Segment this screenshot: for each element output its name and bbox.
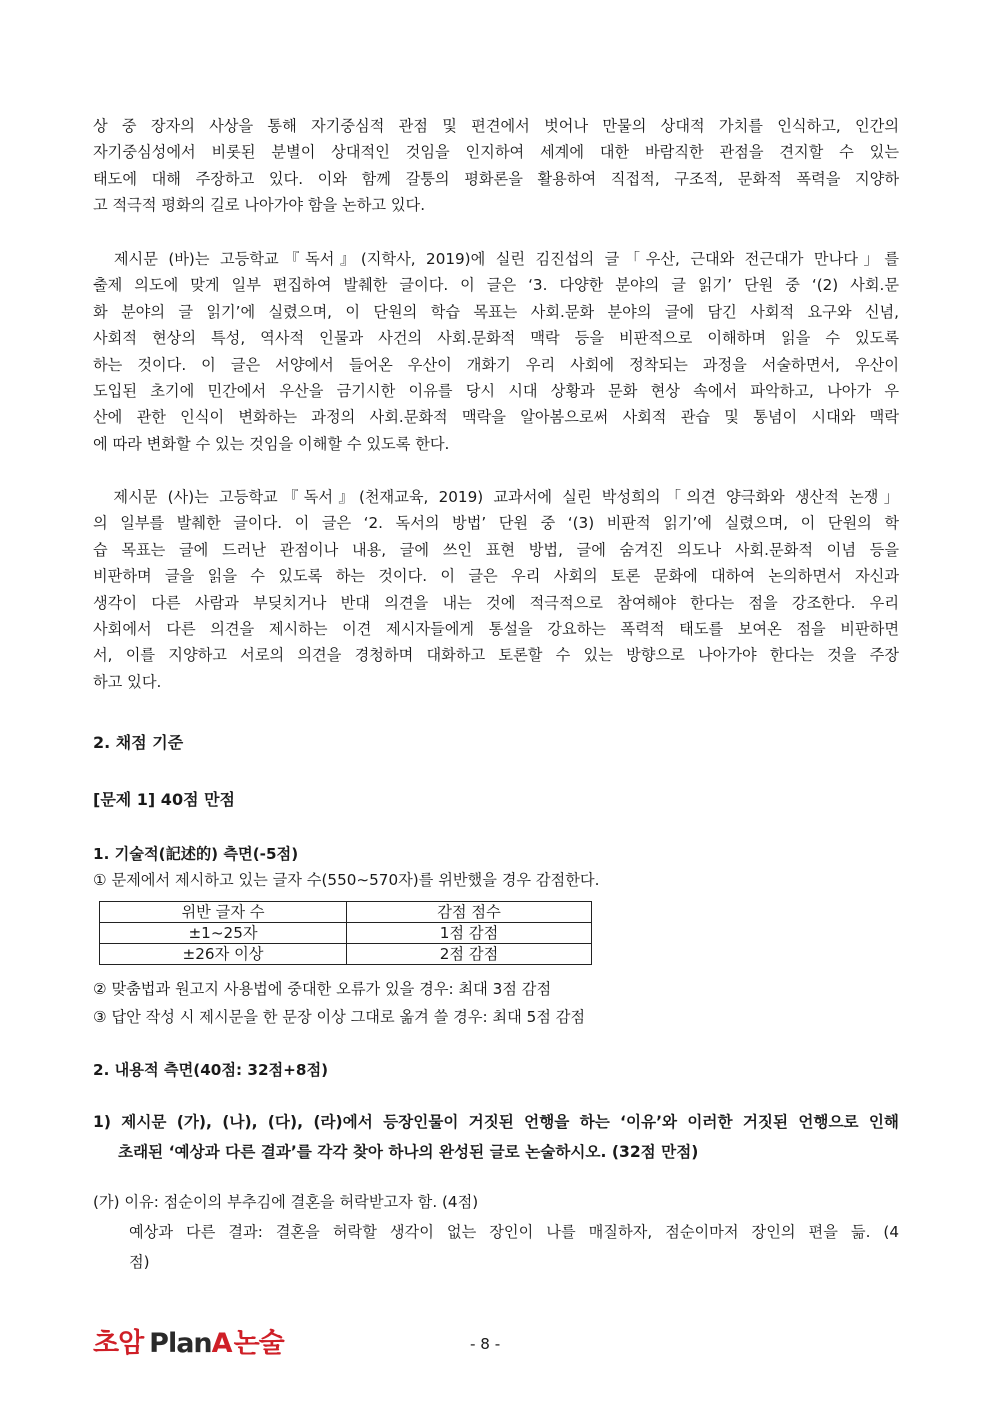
section-heading: 2. 채점 기준 xyxy=(93,733,184,752)
table-header-cell: 위반 글자 수 xyxy=(100,902,347,923)
paragraph-2 xyxy=(93,246,899,457)
paragraph-line: 의 일부를 발췌한 글이다. 이 글은 ‘2. 독서의 방법’ 단원 중 ‘(3) 비판적 읽기’에 실렸으며, 이 단원의 학 xyxy=(93,514,899,533)
paragraph-line: 도입된 초기에 민간에서 우산을 금기시한 이유를 당시 시대 상황과 문화 현상 속에서 파악하고, 나아가 우 xyxy=(93,381,899,400)
paragraph-line: 제시문 (사)는 고등학교『독서』(천재교육, 2019) 교과서에 실린 박성희의「의견 양극화와 생산적 논쟁」 xyxy=(93,488,899,506)
question-line: 초래된 ‘예상과 다른 결과’를 각각 찾아 하나의 완성된 글로 논술하시오. (32점 만점) xyxy=(118,1143,699,1161)
paragraph-line: 습 목표는 글에 드러난 관점이나 내용, 글에 쓰인 표현 방법, 글에 숨겨진 의도나 사회.문화적 이념 등을 xyxy=(93,540,899,559)
criterion-item: ③ 답안 작성 시 제시문을 한 문장 이상 그대로 옮겨 쓸 경우: 최대 5점 감점 xyxy=(93,1008,586,1026)
table-cell: 1점 감점 xyxy=(347,923,592,944)
problem-heading: [문제 1] 40점 만점 xyxy=(93,790,236,809)
answer-ga xyxy=(93,1187,899,1277)
table-cell: 2점 감점 xyxy=(347,944,592,965)
paragraph-line: 사회에서 다른 의견을 제시하는 이견 제시자들에게 통설을 강요하는 폭력적 태도를 보여온 점을 비판하면 xyxy=(93,619,899,638)
paragraph-3 xyxy=(93,484,899,695)
table-header-row xyxy=(100,902,592,923)
paragraph-line: 출제 의도에 맞게 일부 편집하여 발췌한 글이다. 이 글은 ‘3. 다양한 분야의 글 읽기’ 단원 중 ‘(2) 사회.문 xyxy=(93,276,899,295)
paragraph-line: 비판하며 글을 읽을 수 있도록 하는 것이다. 이 글은 우리 사회의 토론 문화에 대하여 논의하면서 자신과 xyxy=(93,567,899,586)
logo-text-plan: Plan xyxy=(149,1328,212,1359)
paragraph-line: 산에 관한 인식이 변화하는 과정의 사회.문화적 맥락을 알아봄으로써 사회적 관습 및 통념이 시대와 맥락 xyxy=(93,408,899,427)
descriptive-title: 1. 기술적(記述的) 측면(-5점) xyxy=(93,845,299,863)
page-number: - 8 - xyxy=(470,1335,501,1353)
answer-line: (가) 이유: 점순이의 부추김에 결혼을 허락받고자 함. (4점) xyxy=(93,1193,479,1211)
table-header-cell: 감점 점수 xyxy=(347,902,592,923)
penalty-table xyxy=(99,901,592,965)
paragraph-line: 하고 있다. xyxy=(93,672,162,691)
logo-text-choam: 초암 xyxy=(93,1328,144,1359)
table-cell: ±1~25자 xyxy=(100,923,347,944)
paragraph-line: 고 적극적 평화의 길로 나아가야 함을 논하고 있다. xyxy=(93,196,426,215)
paragraph-line: 상 중 장자의 사상을 통해 자기중심적 관점 및 편견에서 벗어나 만물의 상대적 가치를 인식하고, 인간의 xyxy=(93,117,899,135)
paragraph-line: 화 분야의 글 읽기’에 실렸으며, 이 단원의 학습 목표는 사회.문화 분야의 글에 담긴 사회적 요구와 신념, xyxy=(93,302,899,321)
paragraph-line: 에 따라 변화할 수 있는 것임을 이해할 수 있도록 한다. xyxy=(93,434,450,453)
paragraph-line: 하는 것이다. 이 글은 서양에서 들어온 우산이 개화기 우리 사회에 정착되는 과정을 서술하면서, 우산이 xyxy=(93,355,899,374)
table-row xyxy=(100,944,592,965)
paragraph-line: 태도에 대해 주장하고 있다. 이와 함께 갈퉁의 평화론을 활용하여 직접적, 구조적, 문화적 폭력을 지양하 xyxy=(93,169,899,188)
brand-logo xyxy=(93,1321,284,1360)
logo-text-nonsul: 논술 xyxy=(233,1328,284,1359)
content-title: 2. 내용적 측면(40점: 32점+8점) xyxy=(93,1061,329,1079)
question-line: 1) 제시문 (가), (나), (다), (라)에서 등장인물이 거짓된 언행을 하는 ‘이유’와 이러한 거짓된 언행으로 인해 xyxy=(93,1113,899,1131)
answer-line: 예상과 다른 결과: 결혼을 허락할 생각이 없는 장인이 나를 매질하자, 점순이마저 장인의 편을 듦. (4 xyxy=(129,1223,899,1241)
question-1 xyxy=(93,1107,899,1167)
paragraph-line: 자기중심성에서 비롯된 분별이 상대적인 것임을 인지하여 세계에 대한 바람직한 관점을 견지할 수 있는 xyxy=(93,143,899,162)
paragraph-line: 생각이 다른 사람과 부딪치거나 반대 의견을 내는 것에 적극적으로 참여해야 한다는 점을 강조한다. 우리 xyxy=(93,593,899,612)
table-row xyxy=(100,923,592,944)
paragraph-line: 서, 이를 지양하고 서로의 의견을 경청하며 대화하고 토론할 수 있는 방향으로 나아가야 한다는 것을 주장 xyxy=(93,646,899,665)
criterion-item: ① 문제에서 제시하고 있는 글자 수(550∼570자)를 위반했을 경우 감점한다. xyxy=(93,871,600,889)
paragraph-line: 사회적 현상의 특성, 역사적 인물과 사건의 사회.문화적 맥락 등을 비판적으로 이해하며 읽을 수 있도록 xyxy=(93,329,899,348)
answer-line: 점) xyxy=(129,1253,150,1271)
logo-text-a: A xyxy=(211,1328,232,1359)
criterion-item: ② 맞춤법과 원고지 사용법에 중대한 오류가 있을 경우: 최대 3점 감점 xyxy=(93,980,552,998)
paragraph-1 xyxy=(93,113,899,219)
table-cell: ±26자 이상 xyxy=(100,944,347,965)
paragraph-line: 제시문 (바)는 고등학교『독서』(지학사, 2019)에 실린 김진섭의 글「우산, 근대와 전근대가 만나다」를 xyxy=(93,250,899,268)
